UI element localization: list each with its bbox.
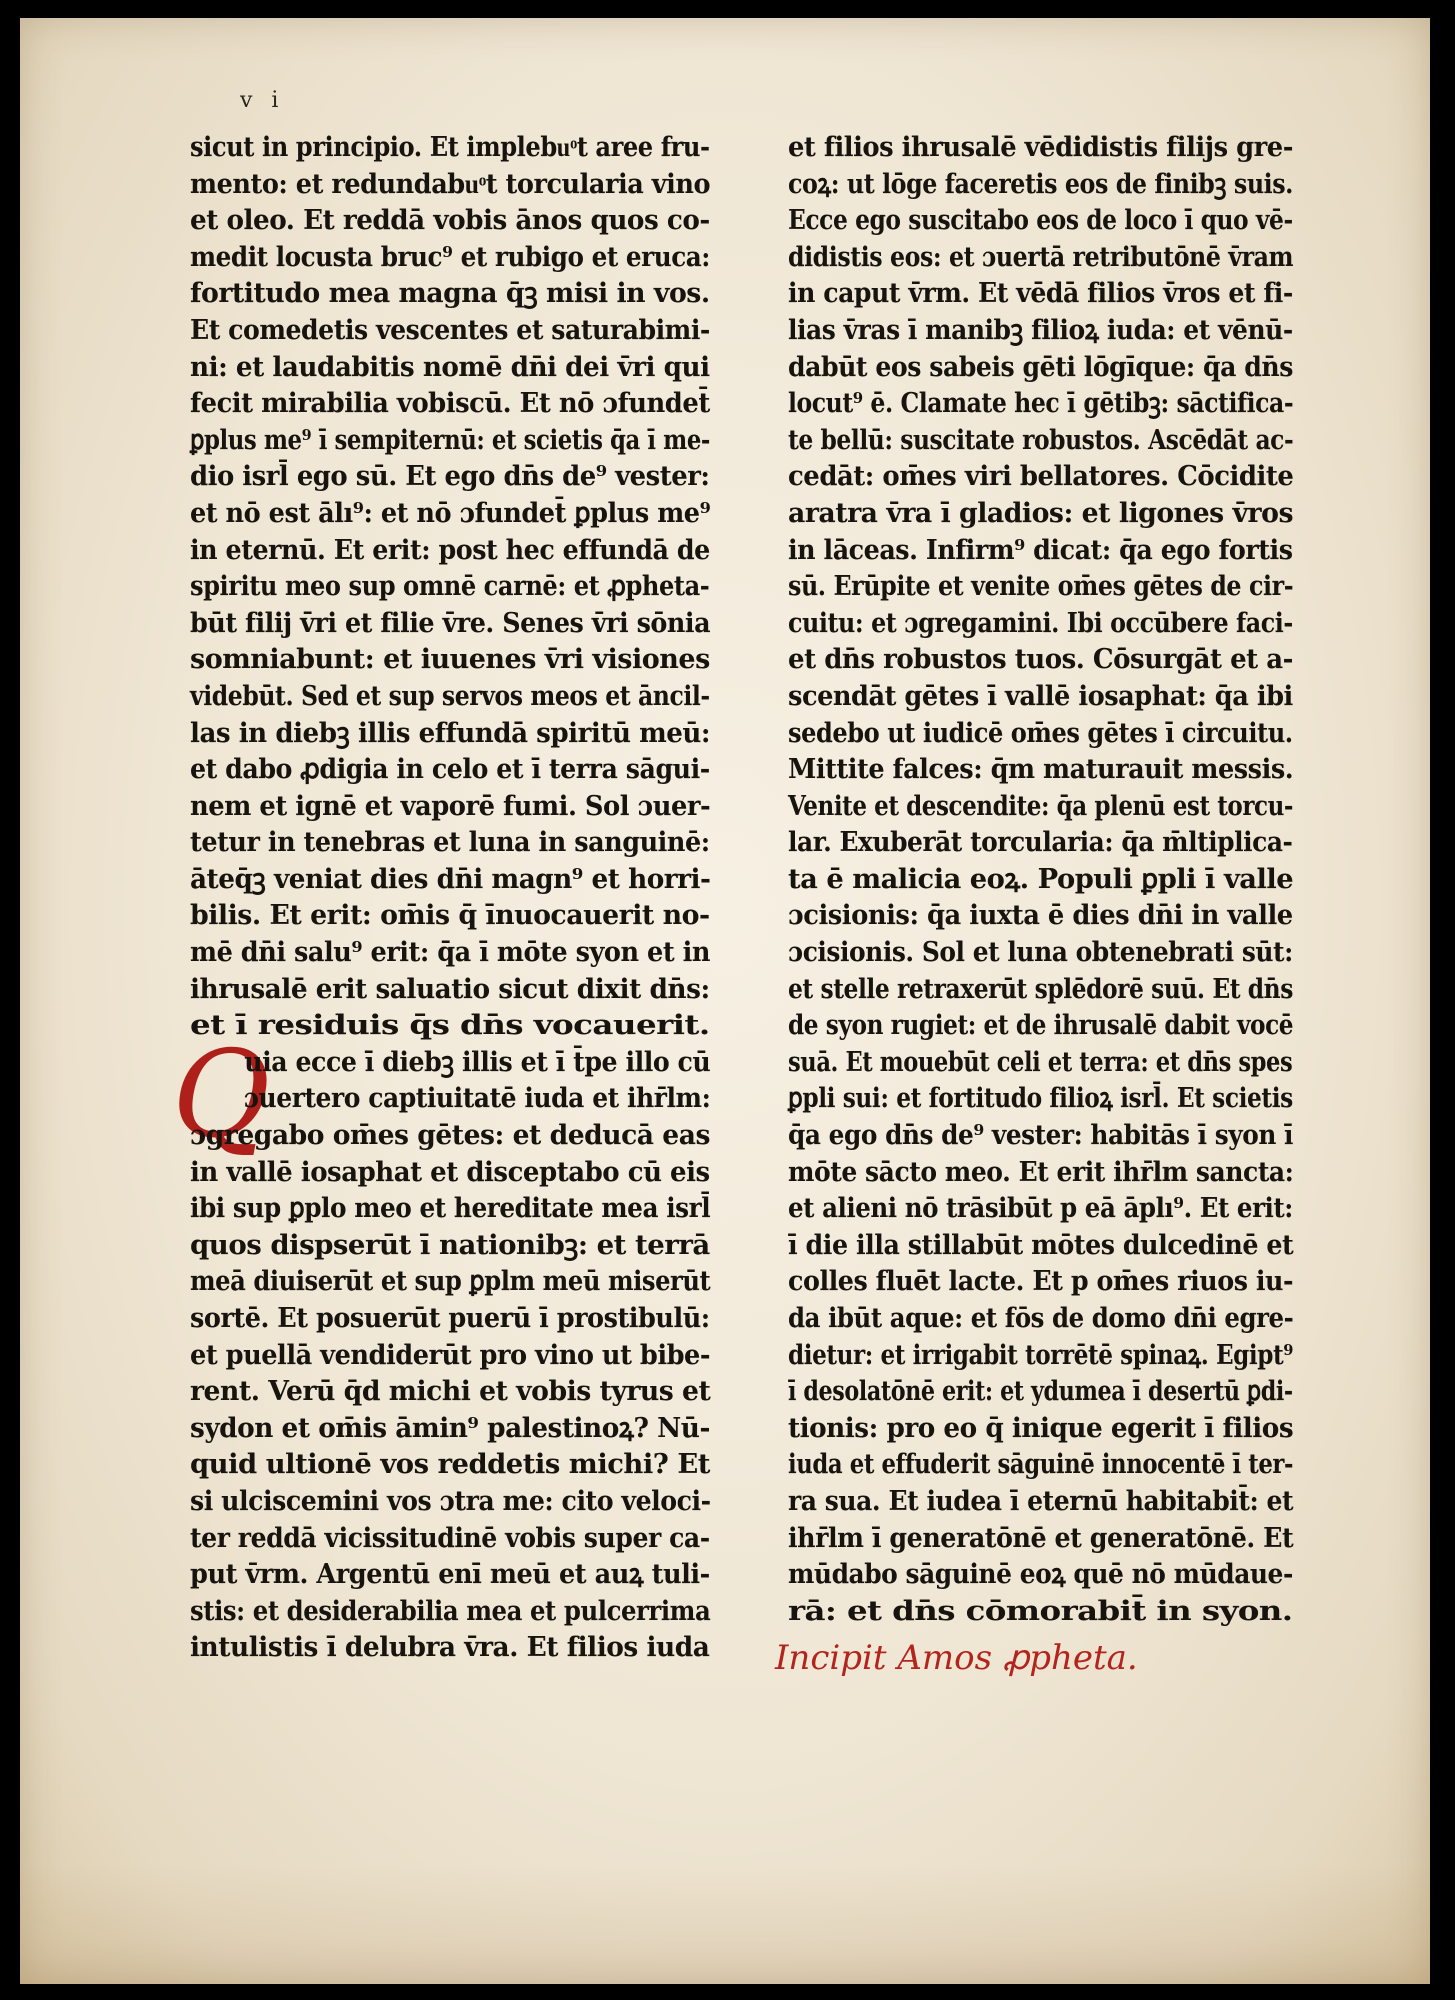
text-line: lar. Exuberāt torcularia: q̄a m̄ltiplica-	[788, 827, 1293, 859]
text-line: locut⁹ ē. Clamate hec ī gētibꝫ: sāctifica-	[788, 388, 1294, 420]
text-line: Et comedetis vescentes et saturabimi-	[190, 314, 710, 346]
right-column-lines	[788, 130, 1294, 1630]
text-line: ter reddā vicissitudinē vobis super ca-	[190, 1522, 710, 1554]
text-line: ihr̄lm ī generatōnē et generatōnē. Et	[788, 1522, 1294, 1554]
text-line: colles fluēt lacte. Et p om̄es riuos iu-	[788, 1266, 1294, 1298]
text-line: nem et ignē et vaporē fumi. Sol ɔuer-	[190, 790, 711, 822]
text-line: medit locusta bruc⁹ et rubigo et eruca:	[190, 241, 710, 273]
text-line: fecit mirabilia vobiscū. Et nō ɔfundet̄	[190, 388, 710, 420]
text-line: cedāt: om̄es viri bellatores. Cōcidite	[788, 461, 1294, 493]
text-line: ra sua. Et iudea ī eternū habitabit̄: et	[788, 1485, 1294, 1517]
text-line: sortē. Et posuerūt puerū ī prostibulū:	[190, 1303, 710, 1334]
text-line: scendāt gētes ī vallē iosaphat: q̄a ibi	[788, 680, 1293, 712]
text-line: in vallē iosaphat et disceptabo cū eis	[190, 1156, 710, 1188]
text-line: et alieni nō trāsibūt p eā āplı⁹. Et erit:	[788, 1193, 1293, 1225]
text-line: et ī residuis q̄s dn̄s vocauerit.	[190, 1010, 710, 1042]
text-line: las in diebꝫ illis effundā spiritū meū:	[190, 717, 711, 749]
text-line: de syon rugiet: et de ihrusalē dabit vocē	[788, 1010, 1294, 1042]
text-line: in lāceas. Infirm⁹ dicat: q̄a ego fortis	[788, 534, 1293, 566]
text-line: et dn̄s robustos tuos. Cōsurgāt et a-	[788, 644, 1294, 676]
text-line: meā diuiserūt et sup ꝑplm meū miserūt	[190, 1266, 711, 1298]
text-line: et filios ihrusalē vēdidistis filijs gre-	[788, 132, 1293, 163]
text-line: uia ecce ī diebꝫ illis et ī t̄pe illo cū	[244, 1046, 711, 1078]
text-line: intulistis ī delubra v̄ra. Et filios iuda	[190, 1632, 710, 1664]
text-line: dietur: et irrigabit torrētē spinaꝝ. Egipt⁹	[788, 1339, 1293, 1371]
text-line: dio isrl̄ ego sū. Et ego dn̄s de⁹ vester:	[190, 461, 710, 493]
text-line: ni: et laudabitis nomē dn̄i dei v̄ri qui	[190, 351, 710, 383]
manuscript-leaf	[20, 18, 1430, 1984]
left-column-lines	[190, 130, 711, 1045]
text-line: mōte sācto meo. Et erit ihr̄lm sancta:	[788, 1156, 1294, 1188]
text-line: būt filij v̄ri et filie v̄re. Senes v̄ri sōnia	[190, 607, 711, 639]
text-line: Venite et descendite: q̄a plenū est torcu-	[788, 790, 1294, 822]
text-line: si ulciscemini vos ɔtra me: cito veloci-	[190, 1485, 711, 1517]
text-line: didistis eos: et ɔuertā retributōnē v̄ram	[788, 241, 1294, 273]
right-text-column	[788, 130, 1294, 1630]
text-line: coꝝ: ut lōge faceretis eos de finibꝫ suis.	[788, 168, 1294, 200]
text-line: ɔcisionis: q̄a iuxta ē dies dn̄i in valle	[788, 900, 1293, 932]
text-line: aratra v̄ra ī gladios: et ligones v̄ros	[788, 497, 1294, 529]
text-line: q̄a ego dn̄s de⁹ vester: habitās ī syon ī	[788, 1120, 1294, 1152]
text-line: ihrusalē erit saluatio sicut dixit dn̄s:	[190, 973, 710, 1005]
text-line: sū. Erūpite et venite om̄es gētes de cir-	[788, 571, 1294, 603]
text-line: Ecce ego suscitabo eos de loco ī quo vē-	[788, 205, 1293, 237]
text-line: ɔuertero captiuitatē iuda et ihr̄lm:	[243, 1083, 711, 1115]
text-line: et puellā vendiderūt pro vino ut bibe-	[190, 1339, 711, 1371]
text-line: rā: et dn̄s cōmorabit̄ in syon.	[788, 1595, 1293, 1627]
text-line: somniabunt: et iuuenes v̄ri visiones	[190, 644, 710, 676]
text-line: in caput v̄rm. Et vēdā filios v̄ros et fi-	[788, 278, 1293, 310]
text-line: quos dispserūt ī nationibꝫ: et terrā	[190, 1229, 710, 1261]
text-line: ī desolatōnē erit: et ydumea ī desertū ꝑdi-	[788, 1376, 1293, 1408]
text-line: ibi sup ꝑplo meo et hereditate mea isrl̄	[190, 1193, 711, 1225]
text-line: tetur in tenebras et luna in sanguinē:	[190, 827, 710, 859]
text-line: ta ē malicia eoꝝ. Populi ꝑpli ī valle	[788, 863, 1294, 895]
text-line: stis: et desiderabilia mea et pulcerrima	[190, 1595, 711, 1627]
text-line: et nō est ālı⁹: et nō ɔfundet̄ ꝑplus me⁹	[190, 497, 711, 529]
text-line: fortitudo mea magna q̄ꝫ misi in vos.	[190, 278, 710, 310]
text-line: mūdabo sāguinē eoꝝ quē nō mūdaue-	[788, 1559, 1293, 1591]
text-line: ī die illa stillabūt mōtes dulcedinē et	[788, 1229, 1294, 1261]
text-line: iuda et effuderit sāguinē innocentē ī ter-	[788, 1449, 1294, 1481]
text-line: quid ultionē vos reddetis michi? Et	[190, 1449, 710, 1481]
text-line: ꝑpli sui: et fortitudo filioꝝ isrl̄. Et scietis	[788, 1083, 1293, 1115]
left-text-column	[172, 130, 711, 1667]
text-line: ɔcisionis. Sol et luna obtenebrati sūt:	[788, 937, 1293, 969]
text-line: lias v̄ras ī manibꝫ filioꝝ iuda: et vēnū-	[788, 314, 1293, 346]
text-line: spiritu meo sup omnē carnē: et ꝓpheta-	[190, 571, 710, 603]
text-line: put v̄rm. Argentū enī meū et auꝝ tuli-	[190, 1559, 710, 1591]
text-line: in eternū. Et erit: post hec effundā de	[190, 534, 710, 566]
text-line: āteq̄ꝫ veniat dies dn̄i magn⁹ et horri-	[190, 863, 711, 895]
text-line: videbūt. Sed et sup servos meos et āncil-	[190, 680, 710, 712]
text-line: ɔgregabo om̄es gētes: et deducā eas	[190, 1120, 710, 1152]
text-line: sicut in principio. Et implebuͦt aree fru-	[190, 132, 710, 163]
rubric-incipit-amos: Incipit Amos ꝓpheta.	[775, 1638, 1138, 1678]
text-line: cuitu: et ɔgregamini. Ibi occūbere faci-	[788, 607, 1293, 639]
left-column-lines-after-initial	[190, 1045, 711, 1667]
text-line: et stelle retraxerūt splēdorē suū. Et dn̄s	[788, 973, 1293, 1005]
text-line: da ibūt aque: et fōs de domo dn̄i egre-	[788, 1303, 1294, 1334]
text-line: et dabo ꝓdigia in celo et ī terra sāgui-	[190, 754, 710, 786]
folio-mark: v i	[240, 88, 285, 113]
text-line: mē dn̄i salu⁹ erit: q̄a ī mōte syon et in	[190, 937, 710, 969]
text-line: mento: et redundabuͦt torcularia vino	[190, 168, 711, 200]
text-line: dabūt eos sabeis gēti lōgīque: q̄a dn̄s	[788, 351, 1293, 383]
red-initial-letter: Q	[172, 1026, 271, 1165]
text-line: Mittite falces: q̄m maturauit messis.	[788, 754, 1294, 786]
text-line: et oleo. Et reddā vobis ānos quos co-	[190, 205, 710, 237]
text-line: sedebo ut iudicē om̄es gētes ī circuitu.	[788, 717, 1293, 749]
text-line: suā. Et mouebūt celi et terra: et dn̄s spes	[788, 1046, 1293, 1078]
text-line: sydon et om̄is āmin⁹ palestinoꝝ? Nū-	[190, 1412, 710, 1444]
text-line: te bellū: suscitate robustos. Ascēdāt ac-	[788, 424, 1294, 456]
text-line: rent. Verū q̄d michi et vobis tyrus et	[190, 1376, 711, 1408]
text-line: bilis. Et erit: om̄is q̄ īnuocauerit no-	[190, 900, 710, 932]
text-line: ꝑplus me⁹ ī sempiternū: et scietis q̄a ī me-	[190, 424, 710, 456]
text-line: tionis: pro eo q̄ inique egerit ī filios	[788, 1412, 1294, 1444]
